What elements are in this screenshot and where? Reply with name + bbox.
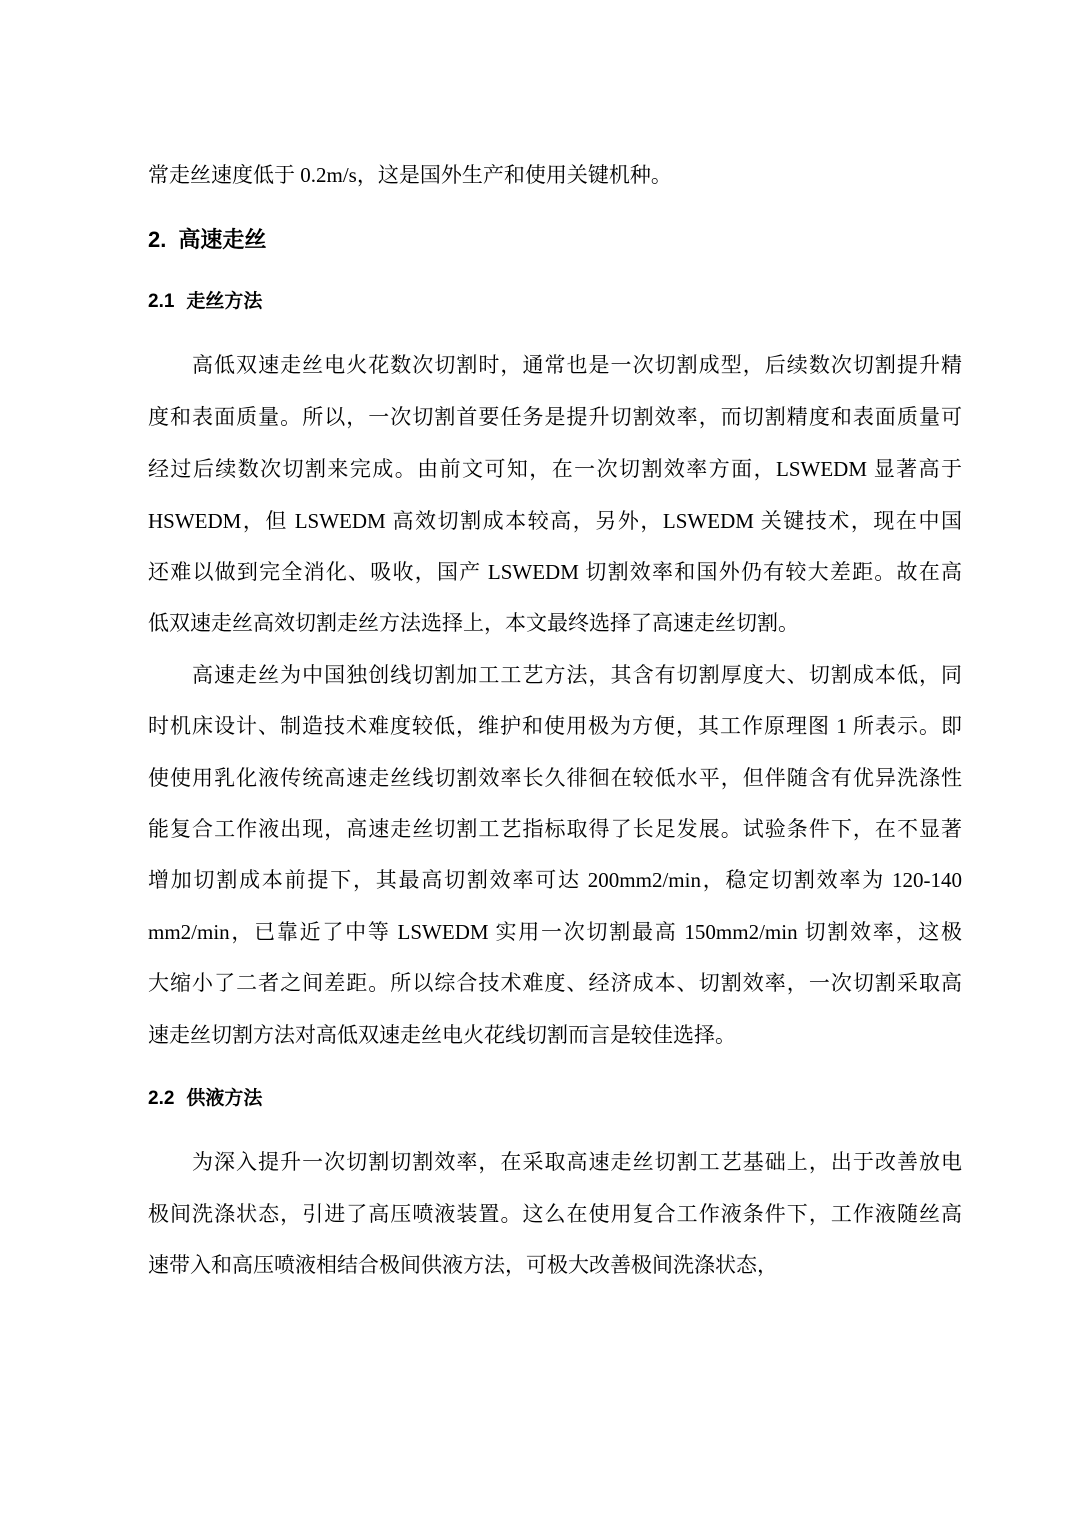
subsection-title: 走丝方法: [186, 291, 263, 312]
paragraph-line: mm2/min，已靠近了中等 LSWEDM 实用一次切割最高 150mm2/min 切割效率，这极: [148, 920, 962, 944]
subsection-heading-2: [148, 1085, 262, 1113]
section-number: 2.: [148, 227, 167, 252]
section-title: 高速走丝: [178, 227, 267, 252]
paragraph-line: 还难以做到完全消化、吸收，国产 LSWEDM 切割效率和国外仍有较大差距。故在高: [148, 560, 962, 584]
paragraph-line: 增加切割成本前提下，其最高切割效率可达 200mm2/min，稳定切割效率为 120-140: [148, 868, 962, 892]
paragraph-line: 低双速走丝高效切割走丝方法选择上，本文最终选择了高速走丝切割。: [148, 611, 799, 635]
paragraph-line: 经过后续数次切割来完成。由前文可知，在一次切割效率方面，LSWEDM 显著高于: [148, 457, 962, 481]
paragraph-line: 高速走丝为中国独创线切割加工工艺方法，其含有切割厚度大、切割成本低，同: [192, 663, 962, 687]
paragraph-line: 能复合工作液出现，高速走丝切割工艺指标取得了长足发展。试验条件下，在不显著: [148, 817, 962, 841]
subsection-number: 2.1: [148, 291, 175, 312]
paragraph-line: 大缩小了二者之间差距。所以综合技术难度、经济成本、切割效率，一次切割采取高: [148, 971, 962, 995]
section-heading: [148, 225, 266, 255]
paragraph-line: 度和表面质量。所以，一次切割首要任务是提升切割效率，而切割精度和表面质量可: [148, 405, 962, 429]
paragraph-line: 速走丝切割方法对高低双速走丝电火花线切割而言是较佳选择。: [148, 1023, 736, 1047]
paragraph-line: 使使用乳化液传统高速走丝线切割效率长久徘徊在较低水平，但伴随含有优异洗涤性: [148, 766, 962, 790]
paragraph-line: 高低双速走丝电火花数次切割时，通常也是一次切割成型，后续数次切割提升精: [192, 353, 962, 377]
paragraph-line: 速带入和高压喷液相结合极间供液方法，可极大改善极间洗涤状态，: [148, 1253, 778, 1277]
paragraph-line: 极间洗涤状态，引进了高压喷液装置。这么在使用复合工作液条件下，工作液随丝高: [148, 1202, 962, 1226]
intro-line: 常走丝速度低于 0.2m/s，这是国外生产和使用关键机种。: [148, 163, 672, 187]
paragraph-line: 时机床设计、制造技术难度较低，维护和使用极为方便，其工作原理图 1 所表示。即: [148, 714, 962, 738]
paragraph-line: 为深入提升一次切割切割效率，在采取高速走丝切割工艺基础上，出于改善放电: [192, 1150, 962, 1174]
subsection-title: 供液方法: [186, 1088, 263, 1109]
paragraph-line: HSWEDM，但 LSWEDM 高效切割成本较高，另外，LSWEDM 关键技术，现在中国: [148, 509, 962, 533]
subsection-number: 2.2: [148, 1088, 175, 1109]
subsection-heading-1: [148, 288, 262, 316]
